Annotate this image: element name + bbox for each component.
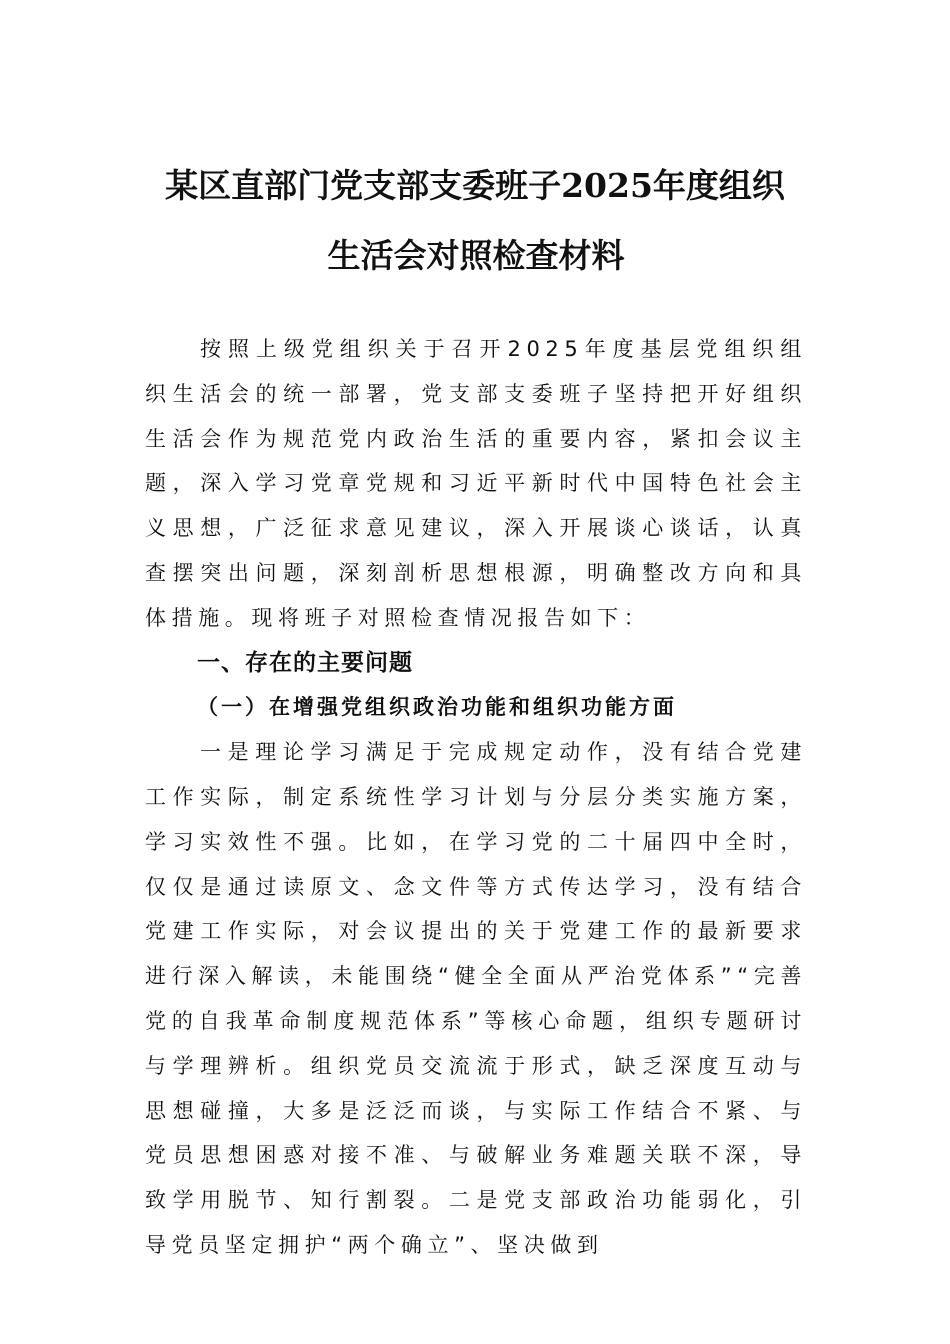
document-body (145, 327, 807, 1268)
subsection-heading-political-function: （一）在增强党组织政治功能和组织功能方面 (197, 694, 677, 720)
subsection-paragraph: 一是理论学习满足于完成规定动作，没有结合党建工作实际，制定系统性学习计划与分层分类实施方案，学习实效性不强。比如，在学习党的二十届四中全时，仅仅是通过读原文、念文件等方式传达学习，没有结合党建工作实际，对会议提出的关于党建工作的最新要求进行深入解读，未能围绕“健全全面从严治党体系”“完善党的自我革命制度规范体系”等核心命题，组织专题研讨与学理辨析。组织党员交流流于形式，缺乏深度互动与思想碰撞，大多是泛泛而谈，与实际工作结合不紧、与党员思想困惑对接不准、与破解业务难题关联不深，导致学用脱节、知行割裂。二是党支部政治功能弱化，引导党员坚定拥护“两个确立”、坚决做到 (145, 740, 807, 1257)
intro-paragraph: 按照上级党组织关于召开2025年度基层党组织组织生活会的统一部署，党支部支委班子坚持把开好组织生活会作为规范党内政治生活的重要内容，紧扣会议主题，深入学习党章党规和习近平新时代中国特色社会主义思想，广泛征求意见建议，深入开展谈心谈话，认真查摆突出问题，深刻剖析思想根源，明确整改方向和具体措施。现将班子对照检查情况报告如下： (145, 337, 807, 630)
document-title-line-1: 某区直部门党支部支委班子2025年度组织 (165, 166, 785, 205)
section-heading-main-problems: 一、存在的主要问题 (197, 649, 413, 676)
document-title-line-2: 生活会对照检查材料 (327, 236, 625, 275)
